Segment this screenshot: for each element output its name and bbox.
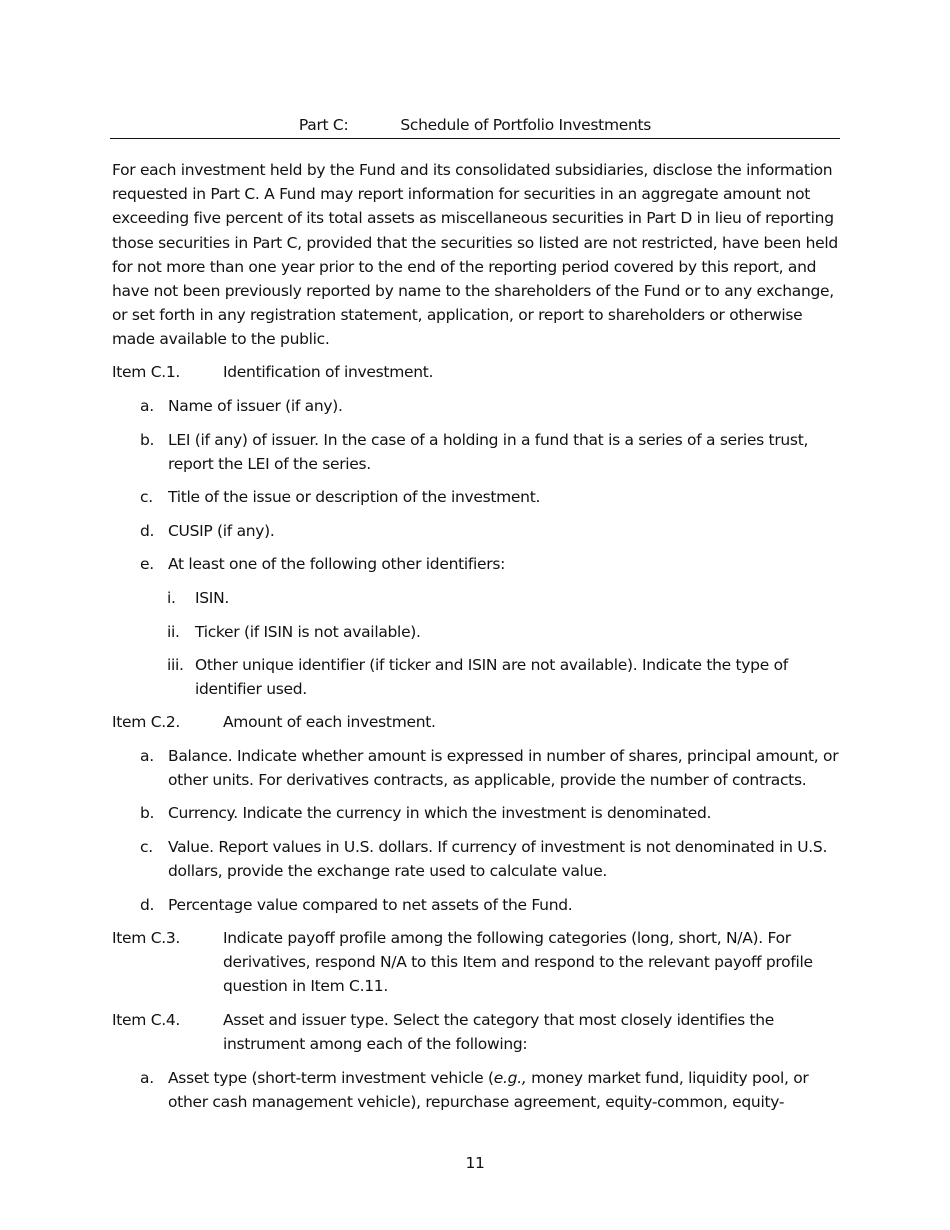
list-marker: c. [140, 488, 153, 506]
part-label: Part C: [298, 116, 349, 134]
section-header [110, 114, 840, 139]
list-marker: e. [140, 555, 154, 573]
list-marker: b. [140, 431, 155, 449]
list-item-text: ISIN. [195, 589, 230, 607]
list-marker: a. [140, 397, 154, 415]
emphasis-text: e.g., [493, 1069, 527, 1087]
list-marker: c. [140, 838, 153, 856]
page-number: 11 [465, 1154, 485, 1172]
list-marker: i. [167, 589, 176, 607]
list-item-text [168, 1066, 830, 1114]
list-item-text: Ticker (if ISIN is not available). [195, 623, 421, 641]
list-item [167, 620, 827, 644]
list-item-text: Value. Report values in U.S. dollars. If currency of investment is not denominated in U.S. dollars, provide the exchange rate used to calculate value. [168, 838, 828, 881]
list-item [167, 586, 827, 610]
item-number: Item C.1. [112, 363, 181, 381]
item-c2 [112, 710, 842, 734]
list-item-text: Balance. Indicate whether amount is expressed in number of shares, principal amount, or other units. For derivatives contracts, as applicable, provide the number of contracts. [168, 747, 839, 790]
list-item [140, 552, 830, 576]
item-number: Item C.3. [112, 929, 181, 947]
item-c3 [112, 926, 842, 999]
list-item [140, 893, 830, 917]
list-item-text: Name of issuer (if any). [168, 397, 343, 415]
list-item [140, 744, 840, 792]
list-marker: b. [140, 804, 155, 822]
list-item [140, 835, 830, 883]
list-marker: d. [140, 896, 155, 914]
item-number: Item C.4. [112, 1011, 181, 1029]
item-number: Item C.2. [112, 713, 181, 731]
item-text: Identification of investment. [223, 363, 434, 381]
list-item [140, 519, 830, 543]
list-item [140, 394, 830, 418]
list-item [140, 801, 830, 825]
text-segment: money market fund, liquidity pool, or other cash management vehicle), repurchase agreement, equity-common, equity- [168, 1069, 809, 1112]
item-text: Asset and issuer type. Select the category that most closely identifies the instrument among each of the following: [223, 1011, 775, 1054]
list-item-text: Title of the issue or description of the investment. [168, 488, 541, 506]
list-marker: iii. [167, 656, 184, 674]
list-marker: ii. [167, 623, 180, 641]
list-marker: a. [140, 1069, 154, 1087]
list-marker: d. [140, 522, 155, 540]
list-item-text: Percentage value compared to net assets of the Fund. [168, 896, 573, 914]
text-segment: Asset type (short-term investment vehicle ( [168, 1069, 494, 1087]
list-marker: a. [140, 747, 154, 765]
list-item [140, 1066, 830, 1114]
item-text: Amount of each investment. [223, 713, 436, 731]
list-item-text: Currency. Indicate the currency in which the investment is denominated. [168, 804, 712, 822]
list-item-text: LEI (if any) of issuer. In the case of a holding in a fund that is a series of a series trust, report the LEI of the series. [168, 431, 809, 474]
list-item-text: Other unique identifier (if ticker and ISIN are not available). Indicate the type of identifier used. [195, 656, 788, 699]
list-item-text: CUSIP (if any). [168, 522, 275, 540]
intro-paragraph: For each investment held by the Fund and its consolidated subsidiaries, disclose the information requested in Part C. A Fund may report information for securities in an aggregate amount not exceeding five percent of its total assets as miscellaneous securities in Part D in lieu of reporting those securities in Part C, provided that the securities so listed are not restricted, have been held for not more than one year prior to the end of the reporting period covered by this report, and have not been previously reported by name to the shareholders of the Fund or to any exchange, or set forth in any registration statement, application, or report to shareholders or otherwise made available to the public. [112, 161, 838, 349]
list-item [140, 428, 830, 476]
list-item [140, 485, 830, 509]
item-c1 [112, 360, 842, 384]
list-item [167, 653, 827, 701]
part-title: Schedule of Portfolio Investments [400, 116, 652, 134]
item-text: Indicate payoff profile among the following categories (long, short, N/A). For derivatives, respond N/A to this Item and respond to the relevant payoff profile question in Item C.11. [223, 929, 813, 996]
list-item-text: At least one of the following other identifiers: [168, 555, 506, 573]
item-c4 [112, 1008, 842, 1056]
